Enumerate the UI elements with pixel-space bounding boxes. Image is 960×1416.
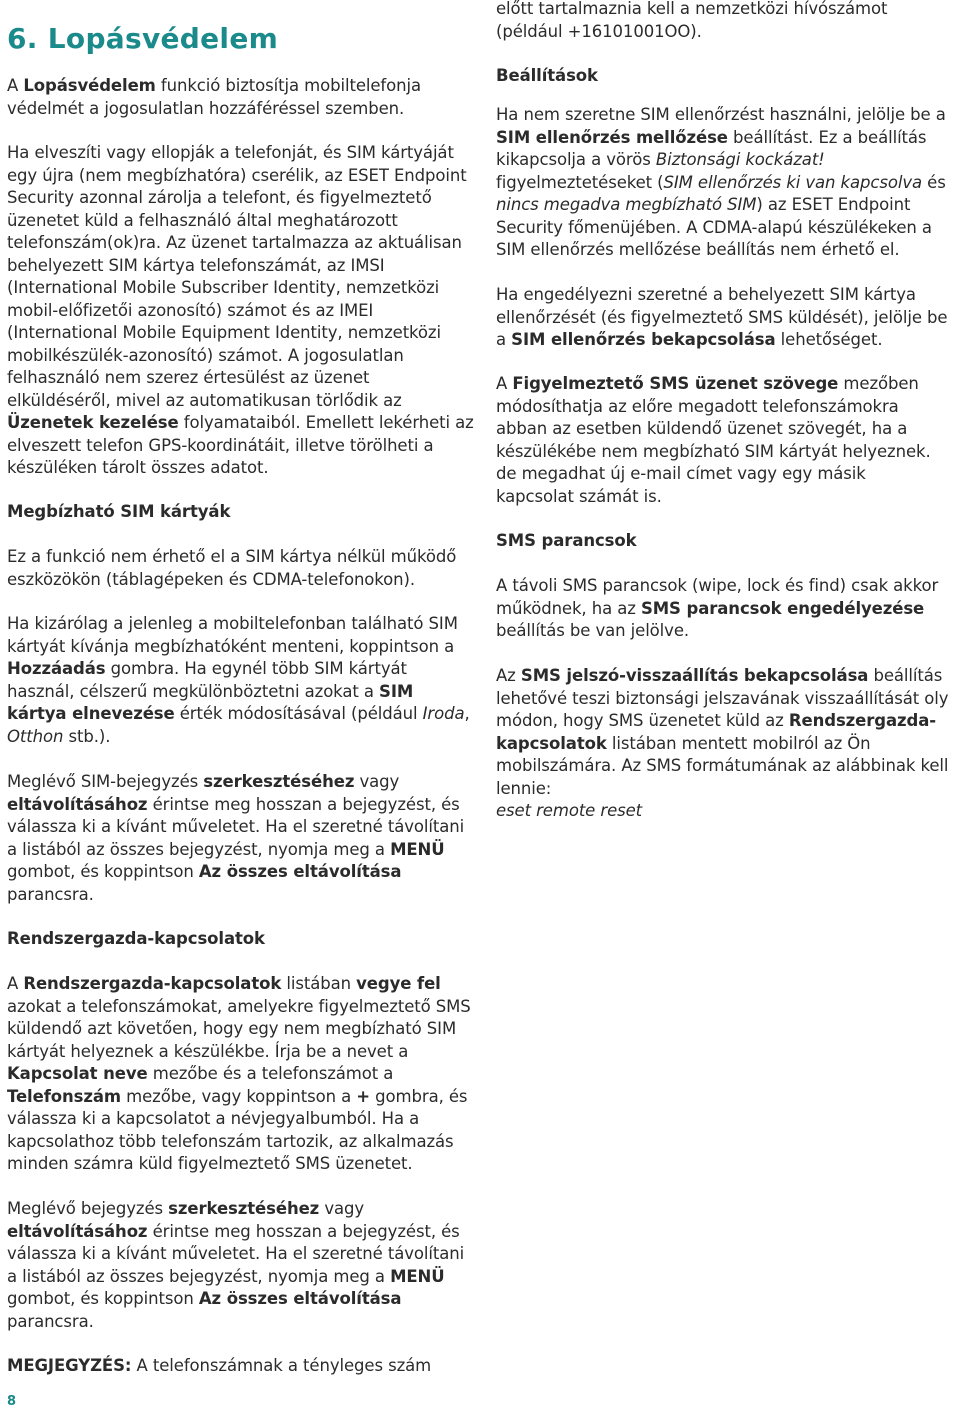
note-continuation: előtt tartalmaznia kell a nemzetközi hívószámot (például +16101001OO).: [496, 0, 888, 41]
trusted-sim-paragraph-2: Ha kizárólag a jelenleg a mobiltelefonban található SIM kártyát kívánja megbízhatóként menteni, koppintson a Hozzáadás gombra. Ha egynél több SIM kártyát használ, célszerű megkülönböztetni azokat a SIM kártya elnevezése érték módosításával (például Iroda, Otthon stb.).: [7, 614, 470, 746]
page-title: 6. Lopásvédelem: [7, 22, 279, 55]
settings-paragraph-2: Ha engedélyezni szeretné a behelyezett SIM kártya ellenőrzését (és figyelmeztető SMS küldését), jelölje be a SIM ellenőrzés bekapcsolása lehetőséget.: [496, 285, 948, 349]
sms-commands-paragraph-1: A távoli SMS parancsok (wipe, lock és find) csak akkor működnek, ha az SMS parancsok engedélyezése beállítás be van jelölve.: [496, 576, 939, 640]
page-number: 8: [7, 1394, 17, 1409]
settings-paragraph-3: A Figyelmeztető SMS üzenet szövege mezőben módosíthatja az előre megadott telefonszámokra abban az esetben küldendő üzenet szövegét, ha a készülékébe nem megbízható SIM kártyát helyeznek. de megadhat új e-mail címet vagy egy másik kapcsolat számát is.: [496, 374, 931, 506]
sms-commands-paragraph-2: Az SMS jelszó-visszaállítás bekapcsolása beállítás lehetővé teszi biztonsági jelszavának visszaállítását oly módon, hogy SMS üzenetet küld az Rendszergazda-kapcsolatok listában mentett mobilról az Ön mobilszámára. Az SMS formátumának az alábbinak kell lennie:: [496, 666, 949, 798]
trusted-sim-paragraph-3: Meglévő SIM-bejegyzés szerkesztéséhez vagy eltávolításához érintse meg hosszan a bejegyzést, és válassza ki a kívánt műveletet. Ha el szeretné távolítani a listából az összes bejegyzést, nyomja meg a MENÜ gombot, és koppintson Az összes eltávolítása parancsra.: [7, 772, 465, 904]
settings-paragraph-1: Ha nem szeretne SIM ellenőrzést használni, jelölje be a SIM ellenőrzés mellőzése beállítást. Ez a beállítás kikapcsolja a vörös Biztonsági kockázat! figyelmeztetéseket (SIM ellenőrzés ki van kapcsolva és nincs megadva megbízható SIM) az ESET Endpoint Security főmenüjében. A CDMA-alapú készülékeken a SIM ellenőrzés mellőzése beállítás nem érhető el.: [496, 105, 946, 259]
trusted-sim-heading: Megbízható SIM kártyák: [7, 502, 231, 521]
sms-commands-heading: SMS parancsok: [496, 531, 637, 550]
admin-contacts-paragraph-1: A Rendszergazda-kapcsolatok listában vegye fel azokat a telefonszámokat, amelyekre figyelmeztető SMS küldendő azt követően, hogy egy nem megbízható SIM kártyát helyeznek a készülékbe. Írja be a nevet a Kapcsolat neve mezőbe és a telefonszámot a Telefonszám mezőbe, vagy koppintson a + gombra, és válassza ki a kapcsolatot a névjegyalbumból. Ha a kapcsolathoz több telefonszám tartozik, az alkalmazás minden számra küld figyelmeztető SMS üzenetet.: [7, 974, 471, 1173]
intro-paragraph: A Lopásvédelem funkció biztosítja mobiltelefonja védelmét a jogosulatlan hozzáféréssel szemben.: [7, 76, 421, 118]
admin-contacts-paragraph-2: Meglévő bejegyzés szerkesztéséhez vagy eltávolításához érintse meg hosszan a bejegyzést, és válassza ki a kívánt műveletet. Ha el szeretné távolítani a listából az összes bejegyzést, nyomja meg a MENÜ gombot, és koppintson Az összes eltávolítása parancsra.: [7, 1199, 465, 1331]
trusted-sim-paragraph-1: Ez a funkció nem érhető el a SIM kártya nélkül működő eszközökön (táblagépeken és CDMA-telefonokon).: [7, 547, 457, 589]
settings-heading: Beállítások: [496, 66, 598, 85]
admin-contacts-heading: Rendszergazda-kapcsolatok: [7, 929, 265, 948]
lost-phone-paragraph: Ha elveszíti vagy ellopják a telefonját, és SIM kártyáját egy újra (nem megbízhatóra) cserélik, az ESET Endpoint Security azonnal zárolja a telefont, és figyelmeztető üzenetet küld a felhasználó által meghatározott telefonszám(ok)ra. Az üzenet tartalmazza az aktuálisan behelyezett SIM kártya telefonszámát, az IMSI (International Mobile Subscriber Identity, nemzetközi mobil-előfizetői azonosító) számot és az IMEI (International Mobile Equipment Identity, nemzetközi mobilkészülék-azonosító) számot. A jogosulatlan felhasználó nem szerez értesülést az üzenet elküldéséről, mivel az automatikusan törlődik az Üzenetek kezelése folyamataiból. Emellett lekérheti az elveszett telefon GPS-koordinátáit, illetve törölheti a készüléken tárolt összes adatot.: [7, 143, 474, 477]
sms-format-example: eset remote reset: [496, 801, 643, 820]
note-paragraph: MEGJEGYZÉS: A telefonszámnak a tényleges szám: [7, 1356, 432, 1375]
